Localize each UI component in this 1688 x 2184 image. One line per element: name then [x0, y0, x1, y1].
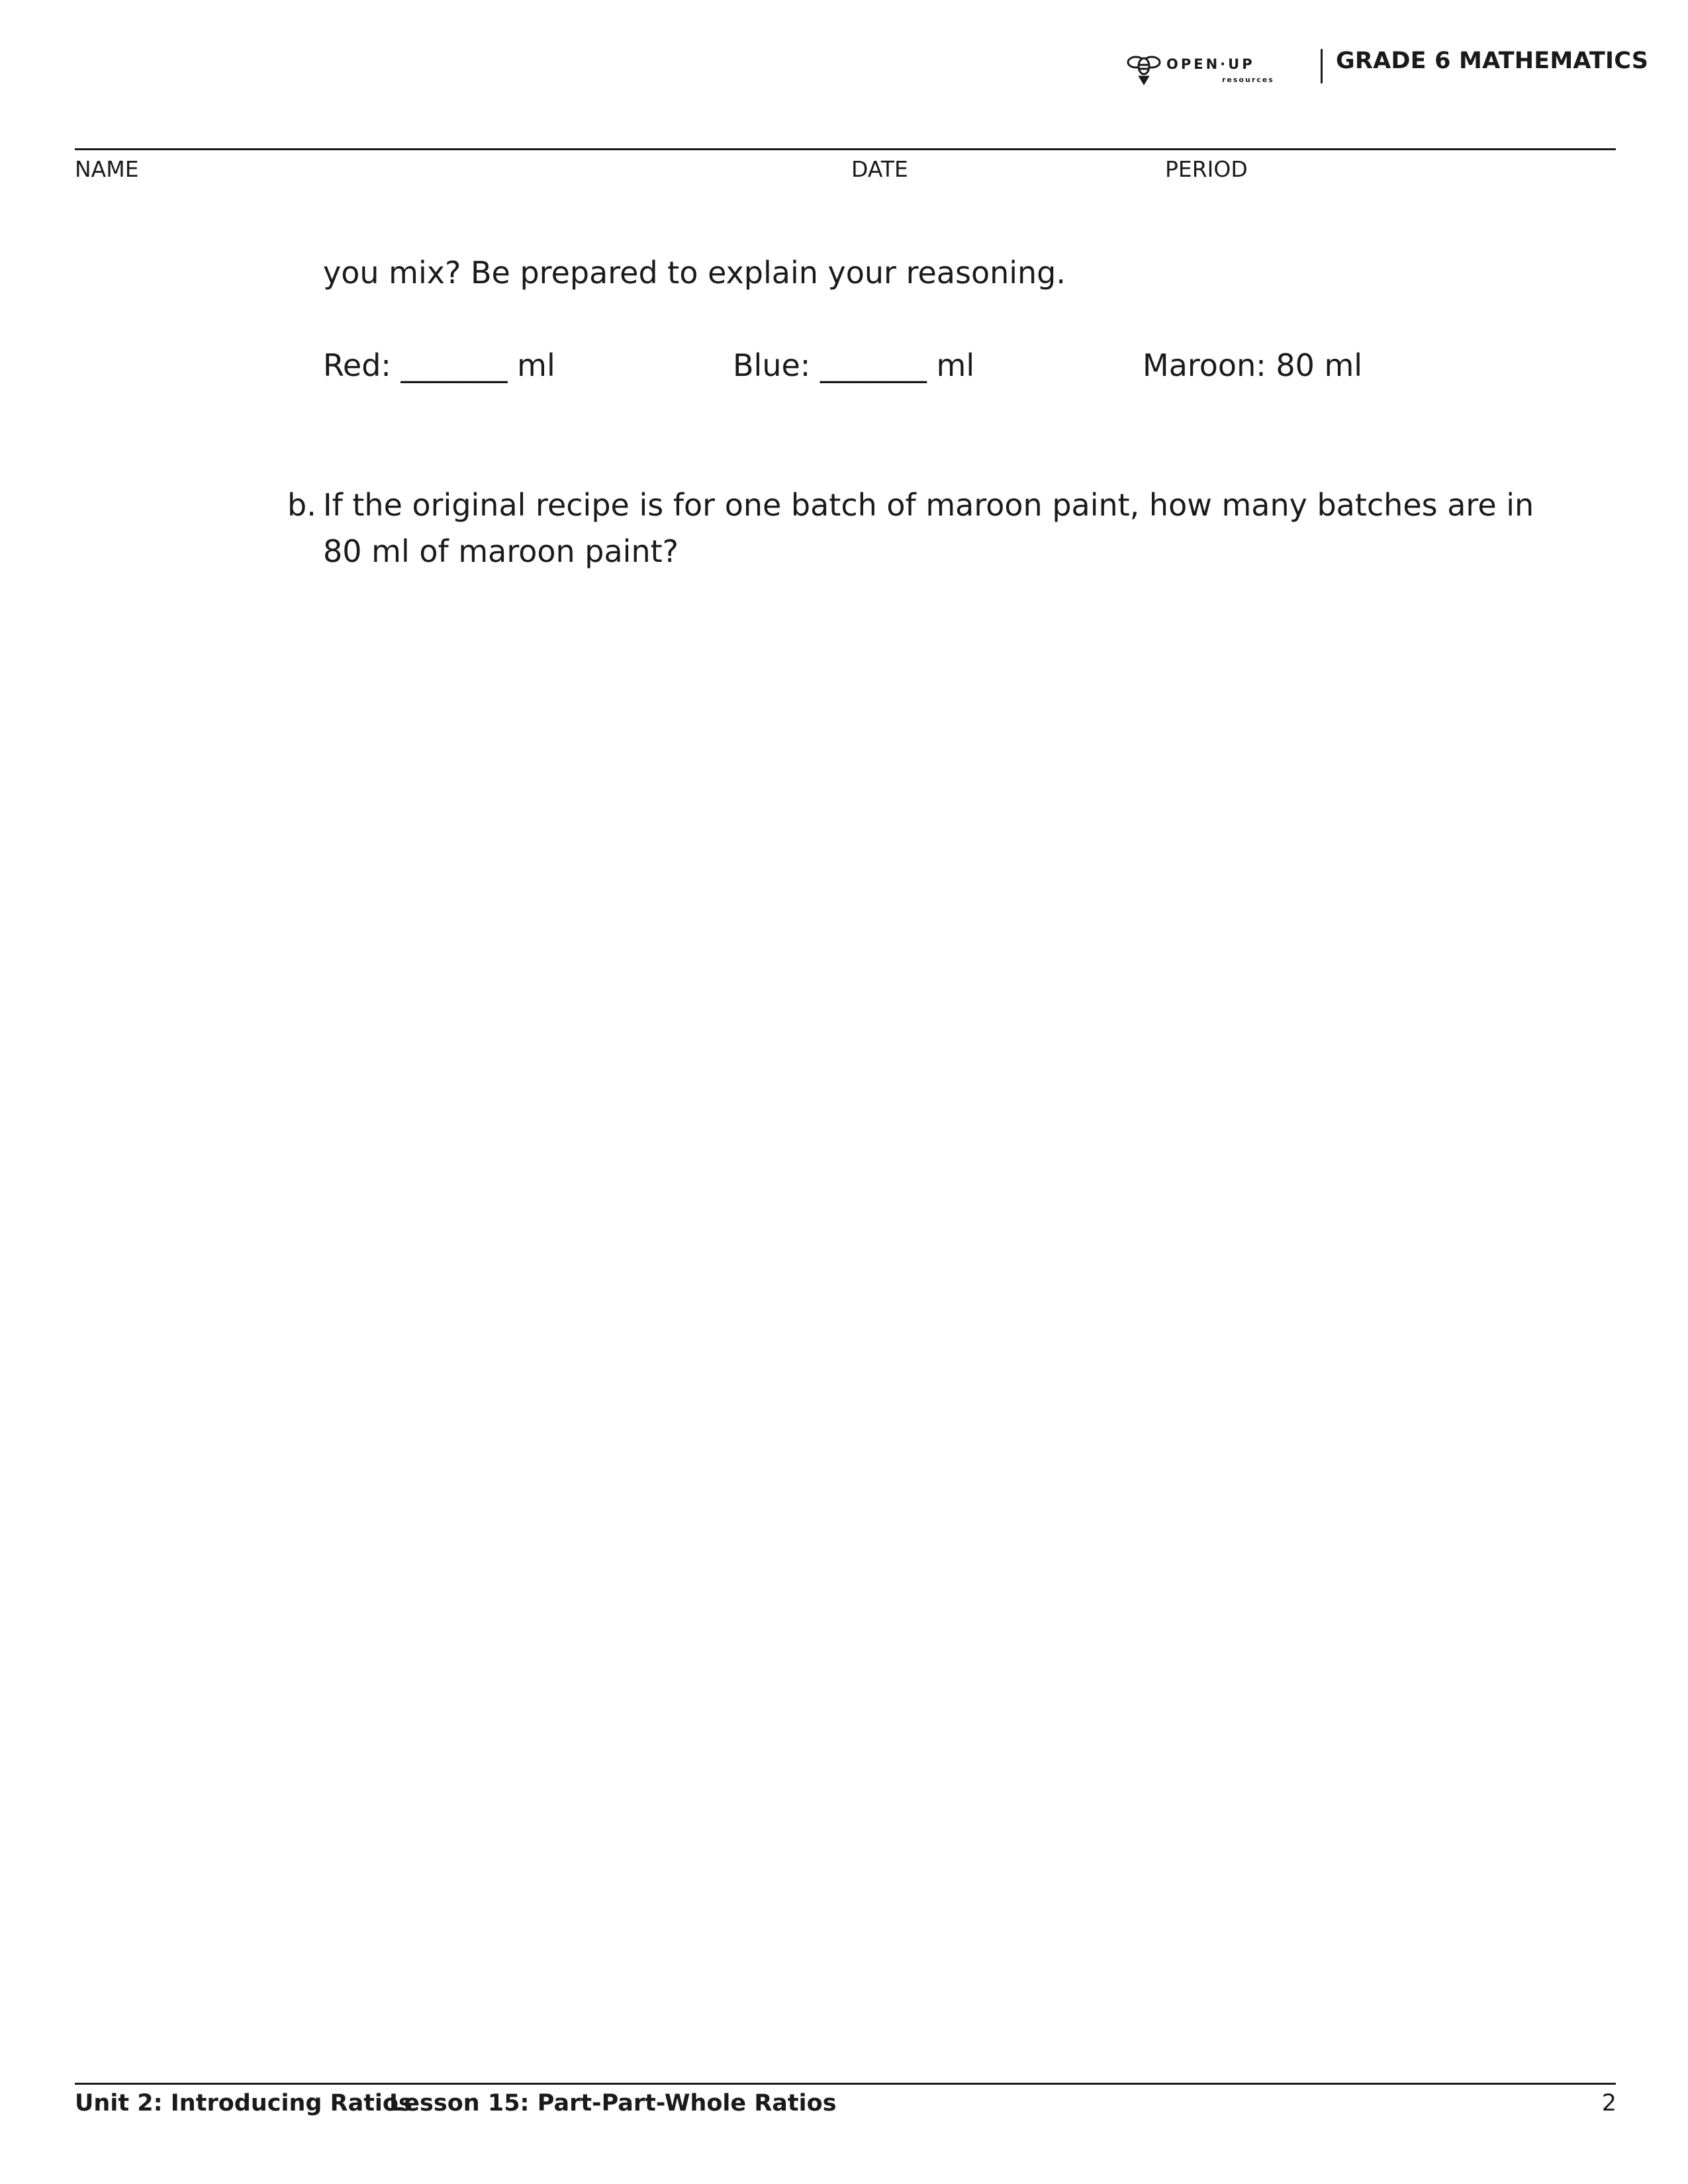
open-up-resources-logo	[1125, 48, 1291, 89]
page-number: 2	[1601, 2090, 1617, 2116]
bee-icon	[1128, 57, 1160, 83]
grade-title: GRADE 6 MATHEMATICS	[1336, 48, 1649, 74]
footer-rule	[75, 2083, 1616, 2085]
question-b-letter: b.	[287, 487, 316, 523]
header-divider	[1321, 49, 1323, 83]
question-b-text-line2: 80 ml of maroon paint?	[323, 533, 679, 569]
footer-lesson: Lesson 15: Part-Part-Whole Ratios	[389, 2090, 837, 2116]
name-label: NAME	[75, 156, 139, 182]
period-label: PERIOD	[1165, 156, 1248, 182]
header-rule	[75, 148, 1616, 150]
logo-subtext: resources	[1222, 75, 1274, 84]
maroon-amount: Maroon: 80 ml	[1143, 347, 1363, 383]
logo-wordmark: OPEN·UP	[1166, 56, 1255, 72]
footer-unit: Unit 2: Introducing Ratios	[75, 2090, 412, 2116]
blue-answer-blank: Blue: _______ ml	[733, 347, 975, 383]
red-answer-blank: Red: _______ ml	[323, 347, 555, 383]
question-continuation: you mix? Be prepared to explain your reasoning.	[323, 255, 1066, 291]
date-label: DATE	[851, 156, 908, 182]
question-b-text-line1: If the original recipe is for one batch of maroon paint, how many batches are in	[323, 487, 1534, 523]
